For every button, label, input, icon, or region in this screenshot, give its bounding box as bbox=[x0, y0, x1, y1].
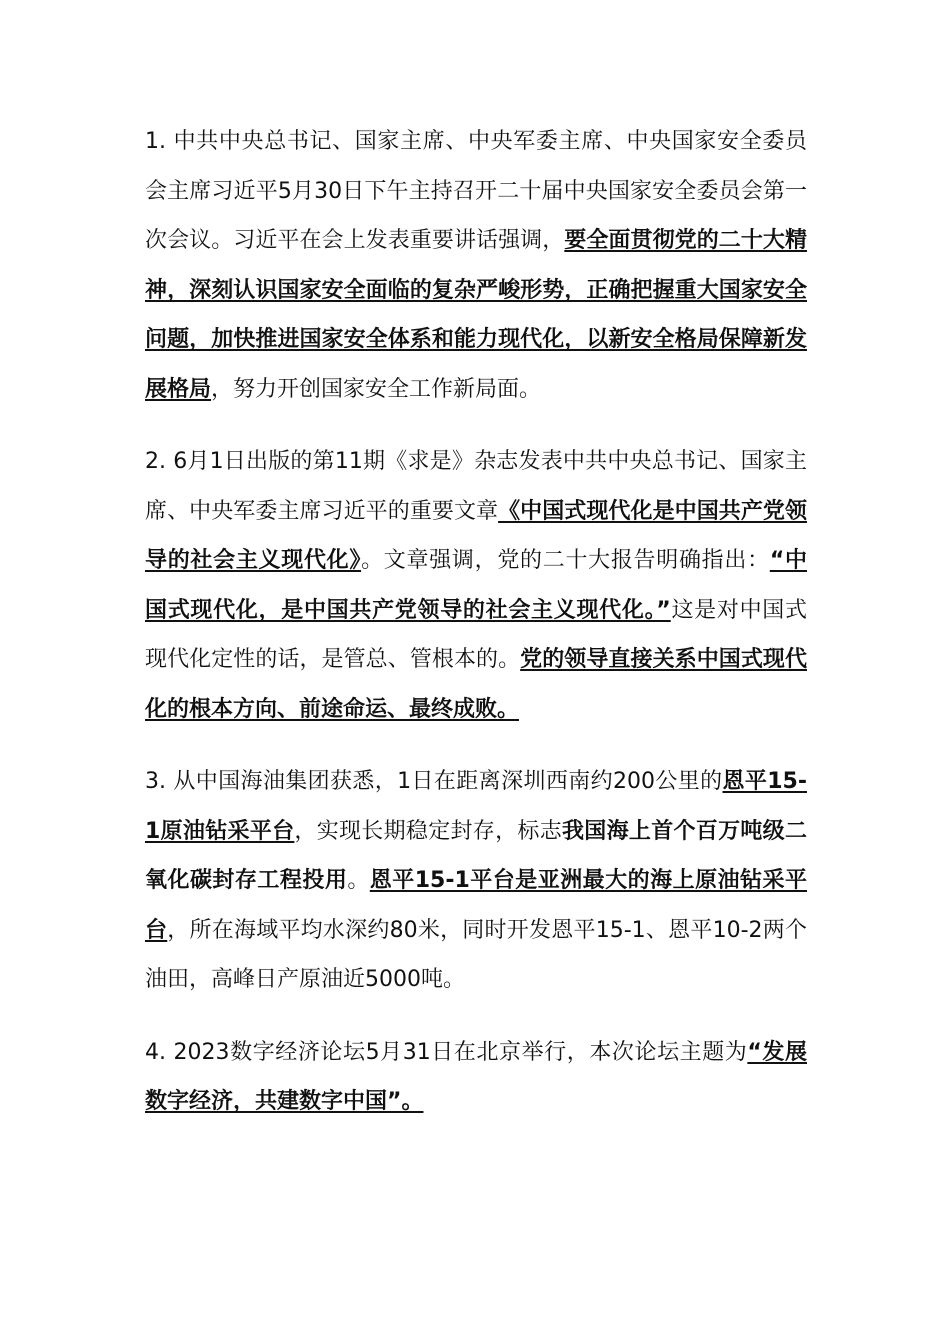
item-3-text: 3. 从中国海油集团获悉，1日在距离深圳西南约200公里的 bbox=[145, 769, 723, 794]
item-3-milestone: 我国海上首个百万吨级二氧化碳封存工程投用 bbox=[145, 818, 807, 893]
news-item-1 bbox=[145, 117, 807, 414]
item-3-platform-name: 恩平15-1原油钻采平台 bbox=[145, 769, 807, 844]
news-item-2 bbox=[145, 437, 807, 734]
news-item-4 bbox=[145, 1028, 807, 1127]
item-1-key-point: 要全面贯彻党的二十大精神，深刻认识国家安全面临的复杂严峻形势，正确把握重大国家安全问题，加快推进国家安全体系和能力现代化，以新安全格局保障新发展格局 bbox=[145, 228, 807, 402]
item-4-text: 4. 2023数字经济论坛5月31日在北京举行，本次论坛主题为 bbox=[145, 1039, 748, 1065]
item-3-text-end: ，所在海域平均水深约80米，同时开发恩平15-1、恩平10-2两个油田，高峰日产原油近5000吨。 bbox=[145, 917, 807, 992]
item-3-text-mid: ，实现长期稳定封存，标志 bbox=[294, 818, 562, 844]
item-2-text: 2. 6月1日出版的第11期《求是》杂志发表中共中央总书记、国家主席、中央军委主席习近平的重要文章 bbox=[145, 449, 807, 524]
news-item-3 bbox=[145, 757, 807, 1005]
item-3-period: 。 bbox=[347, 868, 370, 893]
item-3-key-point: 恩平15-1平台是亚洲最大的海上原油钻采平台 bbox=[145, 868, 807, 943]
item-1-text-end: ，努力开创国家安全工作新局面。 bbox=[211, 376, 542, 402]
item-2-text-mid: 。文章强调，党的二十大报告明确指出： bbox=[361, 548, 770, 573]
item-4-theme: “发展数字经济，共建数字中国”。 bbox=[145, 1039, 807, 1114]
item-2-article-title: 《中国式现代化是中国共产党领导的社会主义现代化》 bbox=[145, 498, 807, 573]
document-body bbox=[145, 117, 807, 1150]
item-2-text-mid-2: 这是对中国式现代化定性的话，是管总、管根本的。 bbox=[145, 597, 807, 672]
item-1-text: 1. 中共中央总书记、国家主席、中央军委主席、中央国家安全委员会主席习近平5月30日下午主持召开二十届中央国家安全委员会第一次会议。习近平在会上发表重要讲话强调， bbox=[145, 129, 807, 253]
item-2-quote: “中国式现代化，是中国共产党领导的社会主义现代化。” bbox=[145, 548, 807, 623]
item-2-key-point: 党的领导直接关系中国式现代化的根本方向、前途命运、最终成败。 bbox=[145, 647, 807, 722]
